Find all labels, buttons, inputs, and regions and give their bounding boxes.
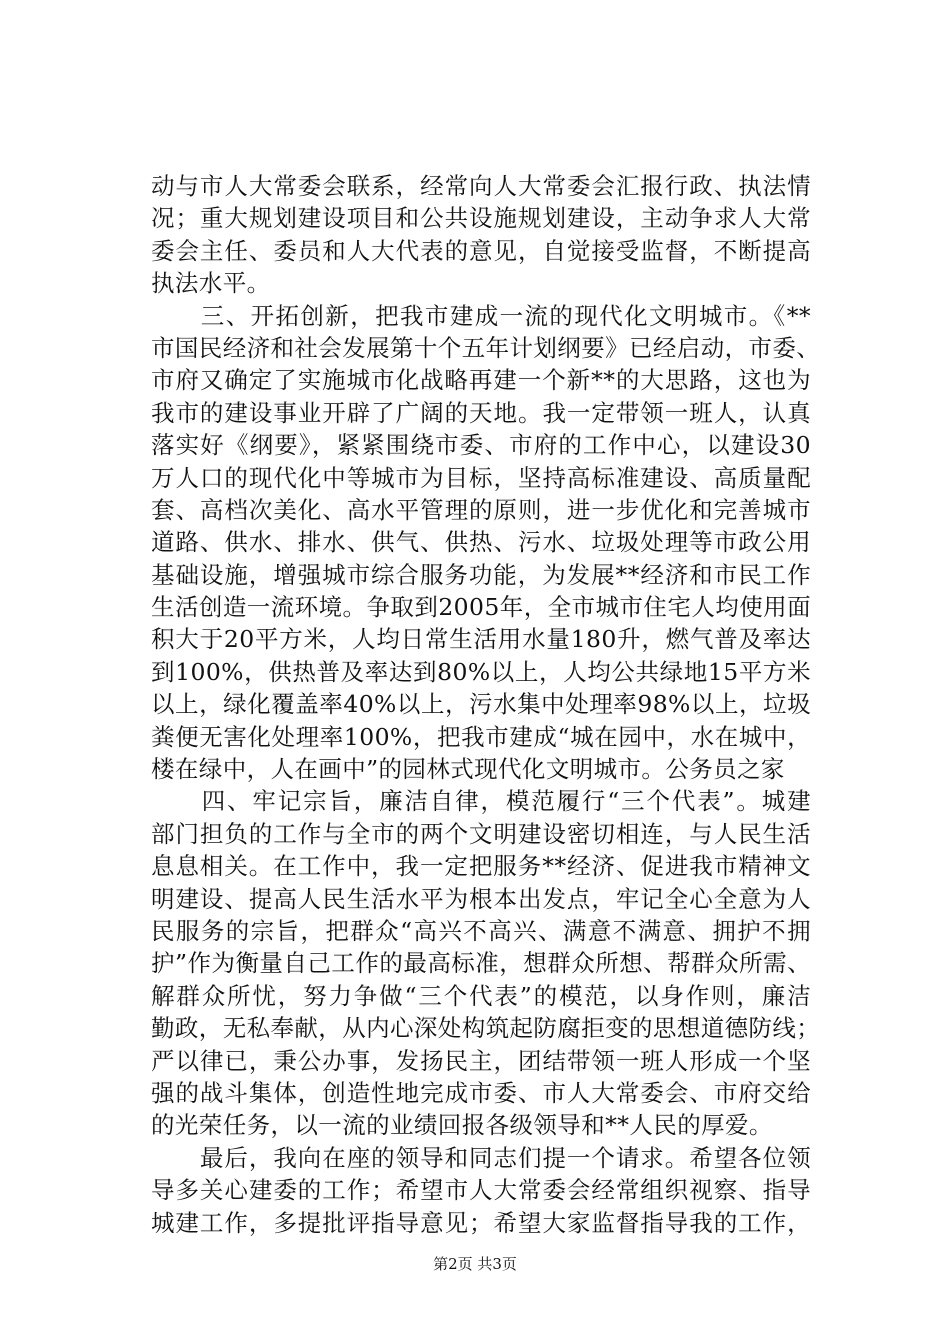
text-line-9: 落实好《纲要》，紧紧围绕市委、市府的工作中心，以建设30 [151, 431, 811, 460]
text-line-22: 息息相关。在工作中，我一定把服务**经济、促进我市精神文 [151, 852, 811, 881]
text-line-21: 部门担负的工作与全市的两个文明建设密切相连，与人民生活 [151, 819, 811, 848]
page-footer [0, 1253, 950, 1274]
text-line-18: 粪便无害化处理率100%，把我市建成“城在园中，水在城中， [151, 722, 811, 751]
text-line-7: 市府又确定了实施城市化战略再建一个新**的大思路，这也为 [151, 366, 811, 395]
text-line-27: 勤政，无私奉献，从内心深处构筑起防腐拒变的思想道德防线； [151, 1014, 821, 1043]
text-line-25: 护”作为衡量自己工作的最高标准，想群众所想、帮群众所需、 [151, 949, 811, 978]
text-line-28: 严以律已，秉公办事，发扬民主，团结带领一班人形成一个坚 [151, 1046, 811, 1075]
text-line-11: 套、高档次美化、高水平管理的原则，进一步优化和完善城市 [151, 495, 811, 524]
text-line-31: 最后，我向在座的领导和同志们提一个请求。希望各位领 [151, 1143, 811, 1172]
text-line-32: 导多关心建委的工作；希望市人大常委会经常组织视察、指导 [151, 1176, 811, 1205]
text-line-5: 三、开拓创新，把我市建成一流的现代化文明城市。《** [151, 301, 811, 330]
text-line-15: 积大于20平方米，人均日常生活用水量180升，燃气普及率达 [151, 625, 811, 654]
text-line-2: 况；重大规划建设项目和公共设施规划建设，主动争求人大常 [151, 204, 811, 233]
text-line-19: 楼在绿中，人在画中”的园林式现代化文明城市。公务员之家 [151, 755, 785, 784]
text-line-1: 动与市人大常委会联系，经常向人大常委会汇报行政、执法情 [151, 172, 811, 200]
body-text [151, 170, 821, 1239]
text-line-17: 以上，绿化覆盖率40%以上，污水集中处理率98%以上，垃圾 [151, 690, 811, 719]
text-line-4: 执法水平。 [151, 269, 271, 298]
text-line-33: 城建工作，多提批评指导意见；希望大家监督指导我的工作， [151, 1208, 811, 1237]
text-line-12: 道路、供水、排水、供气、供热、污水、垃圾处理等市政公用 [151, 528, 811, 557]
text-line-6: 市国民经济和社会发展第十个五年计划纲要》已经启动，市委、 [151, 333, 821, 362]
text-line-16: 到100%，供热普及率达到80%以上，人均公共绿地15平方米 [151, 657, 811, 686]
text-line-30: 的光荣任务，以一流的业绩回报各级领导和**人民的厚爱。 [151, 1111, 773, 1140]
text-line-29: 强的战斗集体，创造性地完成市委、市人大常委会、市府交给 [151, 1078, 811, 1107]
text-line-23: 明建设、提高人民生活水平为根本出发点，牢记全心全意为人 [151, 884, 811, 913]
page-number-label: 第2页 共3页 [433, 1255, 517, 1273]
text-line-26: 解群众所忧，努力争做“三个代表”的模范，以身作则，廉洁 [151, 981, 811, 1010]
text-line-24: 民服务的宗旨，把群众“高兴不高兴、满意不满意、拥护不拥 [151, 916, 811, 945]
text-line-3: 委会主任、委员和人大代表的意见，自觉接受监督，不断提高 [151, 236, 811, 265]
text-line-20: 四、牢记宗旨，廉洁自律，模范履行“三个代表”。城建 [151, 787, 811, 816]
text-line-10: 万人口的现代化中等城市为目标，坚持高标准建设、高质量配 [151, 463, 811, 492]
text-line-8: 我市的建设事业开辟了广阔的天地。我一定带领一班人，认真 [151, 398, 811, 427]
text-line-13: 基础设施，增强城市综合服务功能，为发展**经济和市民工作 [151, 560, 811, 589]
text-line-14: 生活创造一流环境。争取到2005年，全市城市住宅人均使用面 [151, 593, 811, 622]
